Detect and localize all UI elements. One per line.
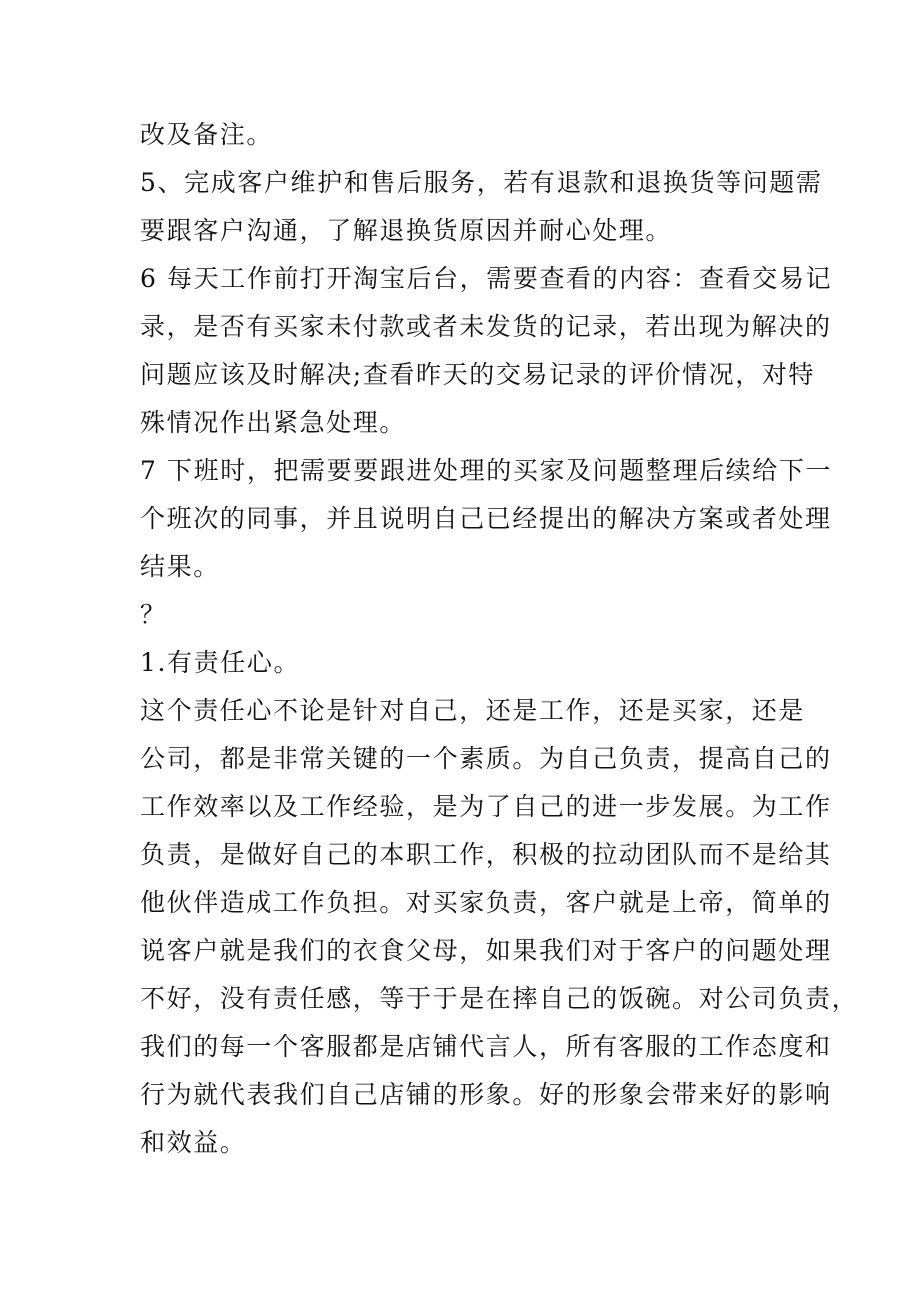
text-line: 负责，是做好自己的本职工作，积极的拉动团队而不是给其 xyxy=(140,840,832,869)
text-line: 要跟客户沟通，了解退换货原因并耐心处理。 xyxy=(140,216,673,245)
text-line: 公司，都是非常关键的一个素质。为自己负责，提高自己的 xyxy=(140,744,832,773)
text-line: 改及备注。 xyxy=(140,120,274,149)
text-line: 和效益。 xyxy=(140,1128,247,1157)
text-line: 他伙伴造成工作负担。对买家负责，客户就是上帝，简单的 xyxy=(140,888,832,917)
text-line: 结果。 xyxy=(140,552,220,581)
text-line: 工作效率以及工作经验，是为了自己的进一步发展。为工作 xyxy=(140,792,832,821)
text-line: 说客户就是我们的衣食父母，如果我们对于客户的问题处理 xyxy=(140,936,832,965)
text-line: 殊情况作出紧急处理。 xyxy=(140,408,407,437)
text-line: 这个责任心不论是针对自己，还是工作，还是买家，还是 xyxy=(140,696,806,725)
text-line: 行为就代表我们自己店铺的形象。好的形象会带来好的影响 xyxy=(140,1080,832,1109)
text-line: 5、完成客户维护和售后服务，若有退款和退换货等问题需 xyxy=(140,168,823,197)
text-line: ？ xyxy=(140,600,167,629)
text-line: 个班次的同事，并且说明自己已经提出的解决方案或者处理 xyxy=(140,504,832,533)
section-heading: 1.有责任心。 xyxy=(140,648,301,677)
text-line: 不好，没有责任感，等于于是在摔自己的饭碗。对公司负责， xyxy=(140,984,859,1013)
text-line: 6 每天工作前打开淘宝后台，需要查看的内容：查看交易记 xyxy=(140,264,833,293)
text-line: 7 下班时，把需要要跟进处理的买家及问题整理后续给下一 xyxy=(140,456,833,485)
text-line: 录，是否有买家未付款或者未发货的记录，若出现为解决的 xyxy=(140,312,832,341)
text-line: 我们的每一个客服都是店铺代言人，所有客服的工作态度和 xyxy=(140,1032,832,1061)
text-line: 问题应该及时解决;查看昨天的交易记录的评价情况，对特 xyxy=(140,360,816,389)
